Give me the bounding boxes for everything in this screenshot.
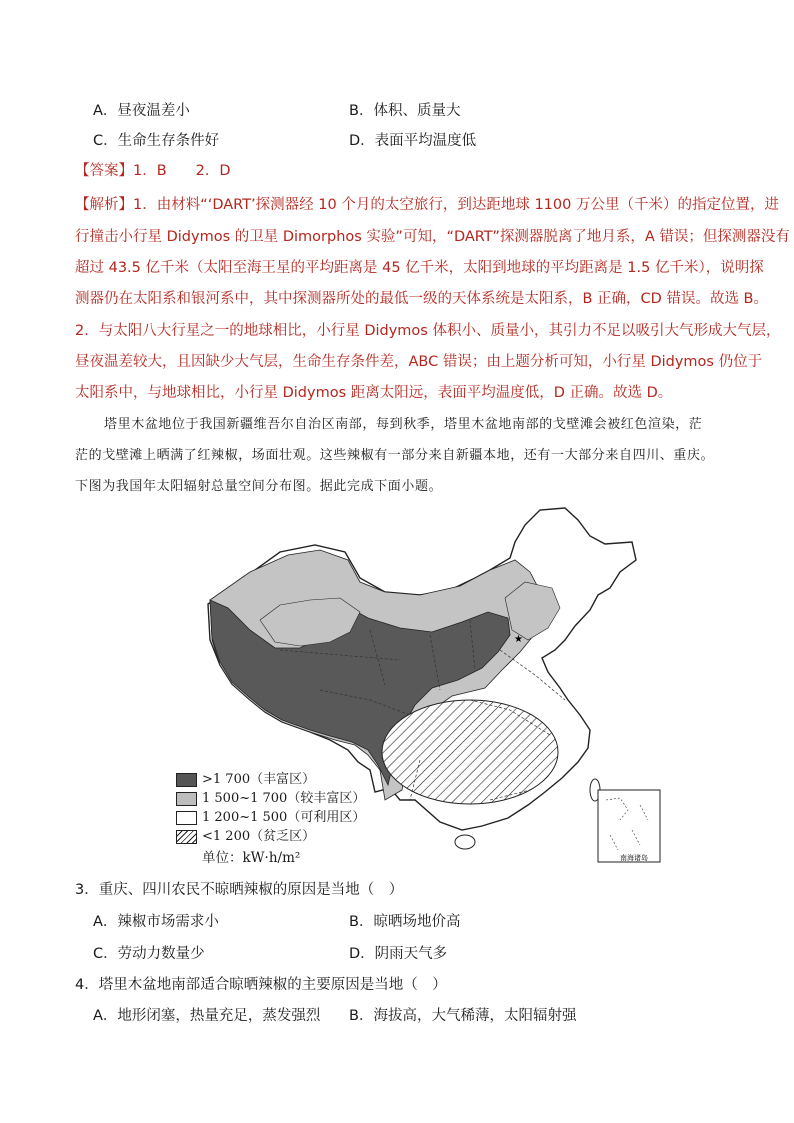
analysis-text: 1．由材料“‘DART’探测器经 10 个月的太空旅行，到达距地球 1100 万公里（千米）的指定位置，进: [133, 197, 779, 213]
question-3-stem: 3．重庆、四川农民不晾晒辣椒的原因是当地（ ）: [75, 882, 404, 898]
material-line-2: 茫的戈壁滩上晒满了红辣椒，场面壮观。这些辣椒有一部分来自新疆本地，还有一大部分来自四川、重庆。: [75, 448, 715, 463]
analysis-line-2: 行撞击小行星 Didymos 的卫星 Dimorphos 实验”可知，“DART”探测器脱离了地月系，A 错误；但探测器没有: [75, 229, 790, 245]
question-4-stem: 4．塔里木盆地南部适合晾晒辣椒的主要原因是当地（ ）: [75, 977, 447, 993]
analysis-line-7: 太阳系中，与地球相比，小行星 Didymos 距离太阳远，表面平均温度低，D 正确。故选 D。: [75, 385, 673, 401]
q4-option-a: A．地形闭塞，热量充足，蒸发强烈: [93, 1008, 321, 1024]
legend-label: >1 700（丰富区）: [202, 772, 316, 787]
option-c: C．生命生存条件好: [93, 133, 220, 149]
legend-label: <1 200（贫乏区）: [202, 829, 316, 844]
legend-label: 1 500~1 700（较丰富区）: [202, 791, 366, 806]
capital-star: ★: [514, 634, 523, 645]
option-a: A．昼夜温差小: [93, 103, 190, 119]
answer-label: 【答案】: [75, 163, 133, 179]
legend-swatch-light: [176, 792, 197, 806]
inset-label: 南海诸岛: [620, 854, 648, 862]
material-line-3: 下图为我国年太阳辐射总量空间分布图。据此完成下面小题。: [75, 479, 443, 494]
q3-option-a: A．辣椒市场需求小: [93, 914, 219, 930]
option-b: B．体积、质量大: [349, 103, 461, 119]
legend-swatch-dark: [176, 773, 197, 787]
analysis-line-1: [75, 195, 779, 215]
q3-option-d: D．阴雨天气多: [349, 946, 448, 962]
analysis-line-5: 2．与太阳八大行星之一的地球相比，小行星 Didymos 体积小、质量小，其引力不足以吸引大气形成大气层，: [75, 323, 781, 339]
q3-option-c: C．劳动力数量少: [93, 946, 205, 962]
analysis-line-3: 超过 43.5 亿千米（太阳至海王星的平均距离是 45 亿千米，太阳到地球的平均距离是 1.5 亿千米），说明探: [75, 260, 764, 276]
answer-content: 1．B 2．D: [133, 163, 231, 179]
analysis-line-4: 测器仍在太阳系和银河系中，其中探测器所处的最低一级的天体系统是太阳系，B 正确，CD 错误。故选 B。: [75, 291, 769, 307]
option-d: D．表面平均温度低: [349, 133, 477, 149]
analysis-label: 【解析】: [75, 197, 133, 213]
legend-swatch-hatch: [176, 830, 197, 844]
answer-line: [75, 161, 231, 181]
south-sea-inset: [598, 790, 660, 862]
legend-unit: 单位：kW·h/m²: [202, 850, 301, 866]
hainan-island: [455, 835, 475, 849]
legend-label: 1 200~1 500（可利用区）: [202, 810, 366, 825]
q3-option-b: B．晾晒场地价高: [349, 914, 461, 930]
analysis-line-6: 昼夜温差较大，且因缺少大气层，生命生存条件差，ABC 错误；由上题分析可知，小行星 Didymos 仍位于: [75, 354, 763, 370]
material-line-1: 塔里木盆地位于我国新疆维吾尔自治区南部，每到秋季，塔里木盆地南部的戈壁滩会被红色渲染，茫: [104, 417, 703, 432]
legend-swatch-white: [176, 811, 197, 825]
q4-option-b: B．海拔高，大气稀薄，太阳辐射强: [349, 1008, 577, 1024]
